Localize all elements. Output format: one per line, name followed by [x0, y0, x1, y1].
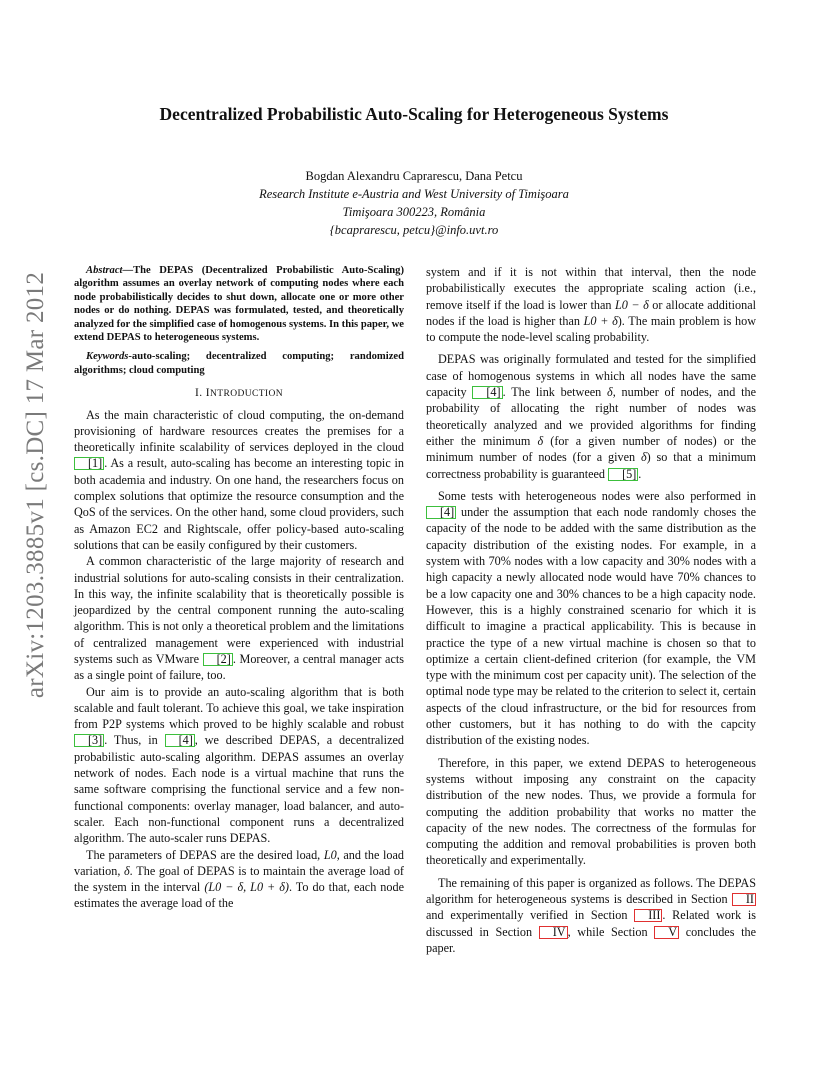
section-ref-link[interactable]: V [654, 926, 679, 939]
right-column [426, 264, 756, 956]
math-inline: L0 [323, 847, 337, 862]
paragraph: The remaining of this paper is organized as follows. The DEPAS algorithm for heterogeneous systems is described in Section II and experimentally verified in Section III . Related work is discussed in Section IV , while Section V concludes the paper. [426, 875, 757, 955]
author-block [0, 167, 828, 239]
paragraph: A common characteristic of the large majority of research and industrial solutions for auto-scaling consists in their centralization. In this way, the infinite scalability that is theoretically possible is jeopardized by the central component running the auto-scaling algorithm. This is not only a theoretical problem and the limitations of centralized management were experienced with industrial systems such as VMware [2] . Moreover, a central manager acts as a single point of failure, too. [74, 554, 405, 683]
keywords [74, 350, 404, 377]
section-ref-link[interactable]: IV [539, 926, 568, 939]
math-inline: L0 + δ [583, 313, 618, 328]
section-heading-introduction: I. INTRODUCTION [194, 387, 284, 400]
citation-link[interactable]: [4] [426, 506, 456, 519]
paragraph: DEPAS was originally formulated and tested for the simplified case of homogenous systems in which all nodes have the same capacity [4] . The link between δ, number of nodes, and the probability of allocating the right number of nodes was theoretically analyzed and we provided algorithms for finding either the minimum δ (for a given number of nodes) or the minimum number of nodes (for a given δ) so that a minimum correctness probability is guaranteed [5] . [426, 352, 756, 481]
math-inline: (L0 − δ, L0 + δ) [204, 880, 289, 895]
left-column [74, 264, 404, 912]
abstract-text: —The DEPAS (Decentralized Probabilistic Auto-Scaling) algorithm assumes an overlay network of computing nodes where each node probabilistically decides to shut down, allocate one or more other nodes or do nothing. DEPAS was formulated, tested, and theoretically analyzed for the simplified case of homogenous systems. In this paper, we extend DEPAS to heterogeneous systems. [74, 265, 404, 344]
abstract-label: Abstract [86, 265, 123, 276]
citation-link[interactable]: [2] [203, 653, 233, 666]
citation-link[interactable]: [1] [74, 457, 104, 470]
math-inline: L0 − δ [615, 297, 649, 312]
section-ref-link[interactable]: III [634, 909, 662, 922]
author-email: {bcaprarescu, petcu}@info.uvt.ro [329, 223, 499, 237]
citation-link[interactable]: [4] [165, 734, 195, 747]
paragraph: As the main characteristic of cloud computing, the on-demand provisioning of hardware resources creates the premises for a theoretically infinite scalability of services deployed in the cloud [1] . As a result, auto-scaling has become an interesting topic in both academia and industry. On one hand, the researchers focus on complex solutions that optimize the resource consumption and the QoS of the services. On the other hand, some cloud providers, such as Amazon EC2 and Rightscale, offer policy-based auto-scaling solutions that can be easily configured by their customers. [74, 407, 404, 552]
paragraph: Our aim is to provide an auto-scaling algorithm that is both scalable and fault tolerant. To achieve this goal, we take inspiration from P2P systems which proved to be highly scalable and robust [3] . Thus, in [4] , we described DEPAS, a decentralized probabilistic auto-scaling algorithm. DEPAS assumes an overlay network of nodes. Each node is a virtual machine that runs the same software comprising the functional service and a few non-functional components: overlay manager, load balancer, and auto-scaler. Each non-functional component runs a decentralized algorithm. The auto-scaler runs DEPAS. [74, 684, 404, 846]
arxiv-stamp [18, 271, 54, 699]
paragraph: The parameters of DEPAS are the desired load, L0, and the load variation, δ. The goal of DEPAS is to maintain the average load of the system in the interval (L0 − δ, L0 + δ). To do that, each node estimates the average load of the [74, 847, 404, 911]
paragraph: system and if it is not within that interval, then the node probabilistically executes the appropriate scaling action (i.e., remove itself if the load is lower than L0 − δ or allocate additional nodes if the load is higher than L0 + δ). The main problem is how to compute the node-level scaling probability. [426, 265, 757, 345]
author-affiliation: Research Institute e-Austria and West University of Timişoara [259, 187, 569, 201]
abstract [74, 264, 404, 344]
citation-link[interactable]: [5] [608, 468, 638, 481]
arxiv-stamp-text: arXiv:1203.3885v1 [cs.DC] 17 Mar 2012 [22, 271, 49, 699]
keywords-text: -auto-scaling; decentralized computing; randomized algorithms; cloud computing [74, 351, 404, 376]
math-inline: δ [123, 863, 130, 878]
keywords-label: Keywords [86, 351, 129, 363]
paragraph: Some tests with heterogeneous nodes were also performed in [4] under the assumption that each node randomly choses the capacity of the node to be added with the same distribution as the capacity distribution of the existing nodes. For example, in a system with 70% nodes with a low capacity and 30% nodes with a high capacity a newly allocated node would have 70% chances to be a low capacity one and 30% chances to be a high capacity node. However, this is a highly constrained scenario for which it is difficult to imagine a practical applicability. This is because in practice the type of a new virtual machine is chosen so that to optimize a certain client-defined criterion (for example, the VM type with the minimum cost per capacity unit). The selection of the optimal node type may be related to the criterion to select it, certain aspects of the cloud infrastructure, or the bid for resources from other customers, but it has nothing to do with the capcity distribution of the existing nodes. [426, 488, 756, 748]
paragraph: Therefore, in this paper, we extend DEPAS to heterogeneous systems without imposing any constraint on the capacity distribution of the new nodes. Thus, we provide a formula for computing the addition probability that works no matter the capacity of the new nodes. The correctness of the formulas for computing the addition and removal probabilities is proven both theoretically and experimentally. [426, 755, 756, 868]
citation-link[interactable]: [3] [74, 734, 104, 747]
citation-link[interactable]: [4] [472, 386, 502, 399]
author-names: Bogdan Alexandru Caprarescu, Dana Petcu [305, 169, 523, 183]
section-ref-link[interactable]: II [732, 893, 756, 906]
paper-title: Decentralized Probabilistic Auto-Scaling for Heterogeneous Systems [159, 104, 669, 124]
author-address: Timişoara 300223, România [342, 205, 486, 219]
